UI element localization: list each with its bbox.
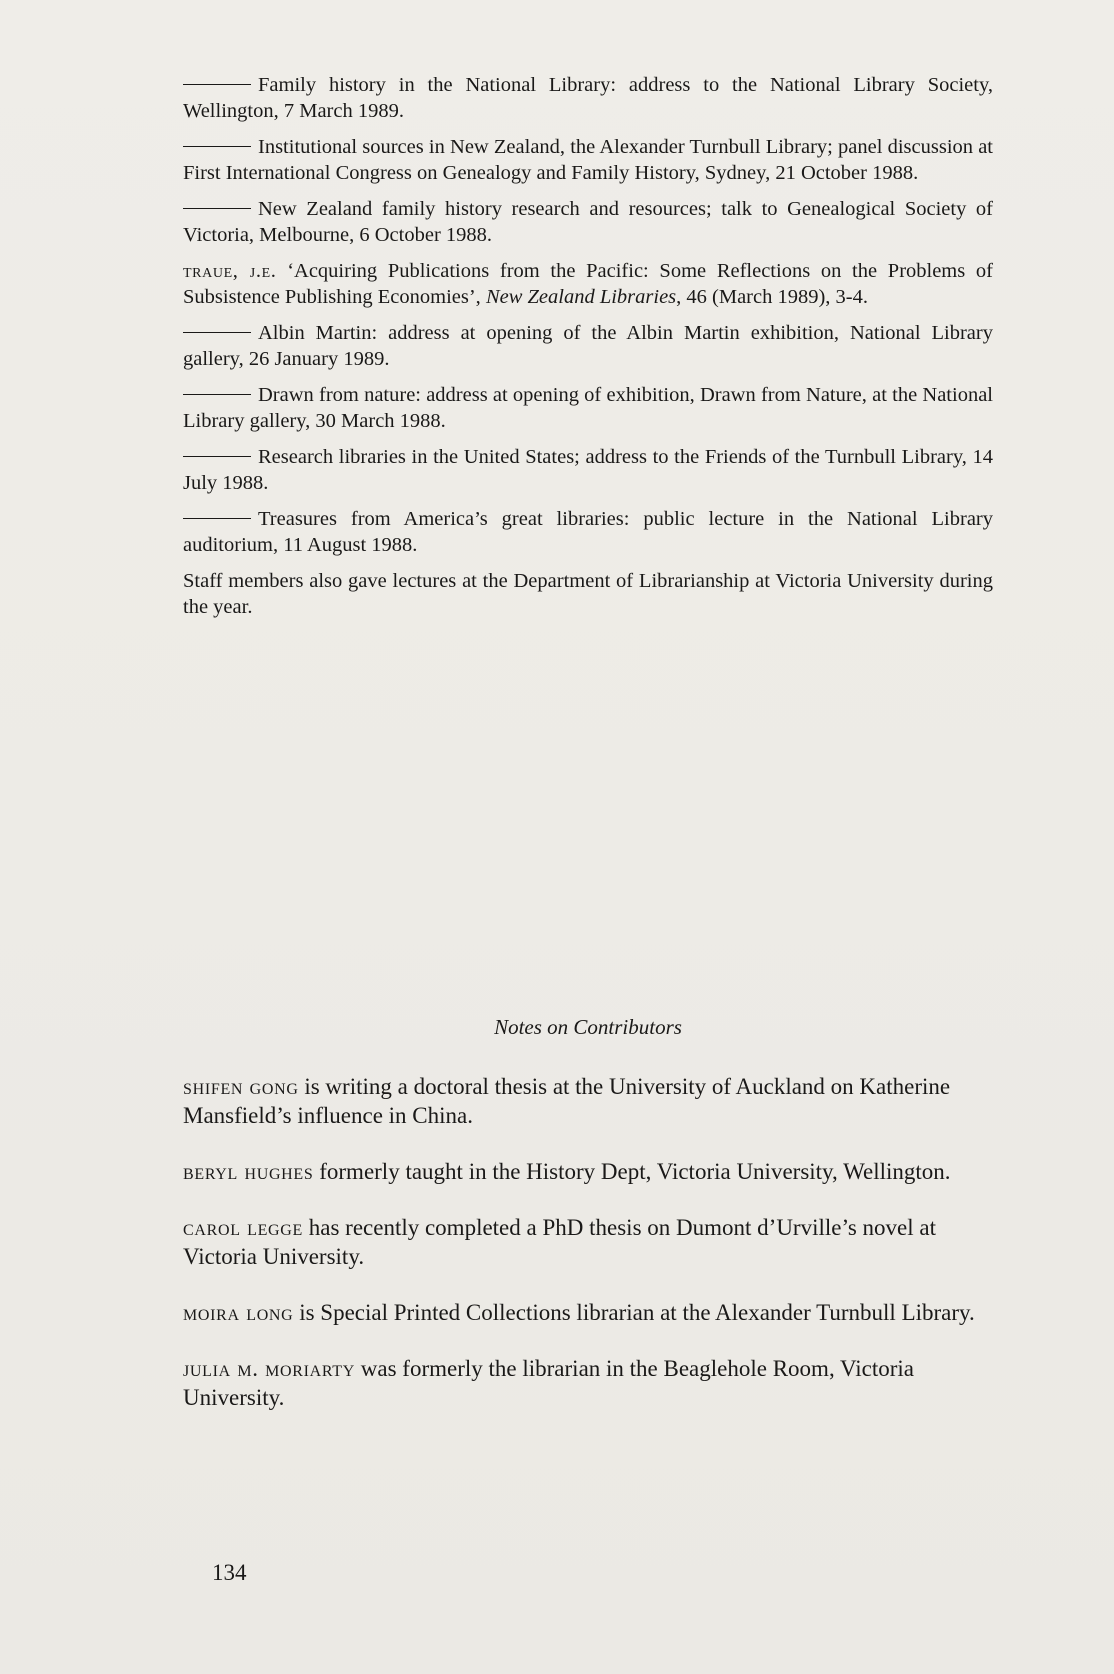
contributor-entry bbox=[183, 1072, 993, 1130]
entry-text: ‘Acquiring Publications from the Pacific: Some Reflections on the Problems of Subsistence Publishing Economies’, bbox=[183, 260, 993, 308]
bibliography-entry bbox=[183, 444, 993, 496]
repeat-author-dash bbox=[183, 146, 251, 147]
contributor-name: moira long bbox=[183, 1300, 294, 1325]
bibliography-entry bbox=[183, 506, 993, 558]
repeat-author-dash bbox=[183, 456, 251, 457]
contributor-name: shifen gong bbox=[183, 1074, 299, 1099]
contributor-entry bbox=[183, 1298, 993, 1327]
contributor-name: julia m. moriarty bbox=[183, 1356, 356, 1381]
closing-paragraph bbox=[183, 568, 993, 620]
contributor-entry bbox=[183, 1213, 993, 1271]
repeat-author-dash bbox=[183, 332, 251, 333]
contributor-bio: is writing a doctoral thesis at the University of Auckland on Katherine Mansfield’s influence in China. bbox=[183, 1074, 951, 1128]
contributor-bio: formerly taught in the History Dept, Victoria University, Wellington. bbox=[313, 1159, 951, 1184]
contributor-bio: has recently completed a PhD thesis on Dumont d’Urville’s novel at Victoria University. bbox=[183, 1215, 937, 1269]
bibliography-entry bbox=[183, 382, 993, 434]
entry-text: Drawn from nature: address at opening of exhibition, Drawn from Nature, at the National Library gallery, 30 March 1988. bbox=[183, 384, 993, 432]
repeat-author-dash bbox=[183, 394, 251, 395]
bibliography-entry bbox=[183, 258, 993, 310]
notes-heading: Notes on Contributors bbox=[494, 1015, 682, 1039]
entry-text: Albin Martin: address at opening of the Albin Martin exhibition, National Library gallery, 26 January 1989. bbox=[183, 322, 993, 370]
bibliography-entry bbox=[183, 196, 993, 248]
contributor-entry bbox=[183, 1157, 993, 1186]
entry-text: New Zealand family history research and resources; talk to Genealogical Society of Victoria, Melbourne, 6 October 1988. bbox=[183, 198, 993, 246]
contributor-entry bbox=[183, 1354, 993, 1412]
contributor-name: beryl hughes bbox=[183, 1159, 314, 1184]
contributors-list bbox=[183, 1072, 993, 1439]
repeat-author-dash bbox=[183, 518, 251, 519]
repeat-author-dash bbox=[183, 84, 251, 85]
contributor-name: carol legge bbox=[183, 1215, 303, 1240]
entry-text: Treasures from America’s great libraries: public lecture in the National Library auditorium, 11 August 1988. bbox=[183, 508, 993, 556]
entry-author: traue, j.e. bbox=[183, 260, 277, 282]
journal-title: New Zealand Libraries bbox=[485, 286, 677, 308]
entry-text: Family history in the National Library: address to the National Library Society, Wellington, 7 March 1989. bbox=[183, 74, 993, 122]
bibliography-entry bbox=[183, 320, 993, 372]
bibliography-entry bbox=[183, 72, 993, 124]
entry-text: , 46 (March 1989), 3-4. bbox=[676, 286, 869, 308]
contributor-bio: is Special Printed Collections librarian at the Alexander Turnbull Library. bbox=[293, 1300, 975, 1325]
entry-text: Institutional sources in New Zealand, the Alexander Turnbull Library; panel discussion at First International Congress on Genealogy and Family History, Sydney, 21 October 1988. bbox=[183, 136, 993, 184]
bibliography-entry bbox=[183, 134, 993, 186]
contributor-bio: was formerly the librarian in the Beaglehole Room, Victoria University. bbox=[183, 1356, 915, 1410]
bibliography-list bbox=[183, 72, 993, 630]
page-number: 134 bbox=[212, 1560, 247, 1585]
repeat-author-dash bbox=[183, 208, 251, 209]
entry-text: Staff members also gave lectures at the Department of Librarianship at Victoria University during the year. bbox=[183, 570, 993, 618]
entry-text: Research libraries in the United States; address to the Friends of the Turnbull Library, 14 July 1988. bbox=[183, 446, 993, 494]
